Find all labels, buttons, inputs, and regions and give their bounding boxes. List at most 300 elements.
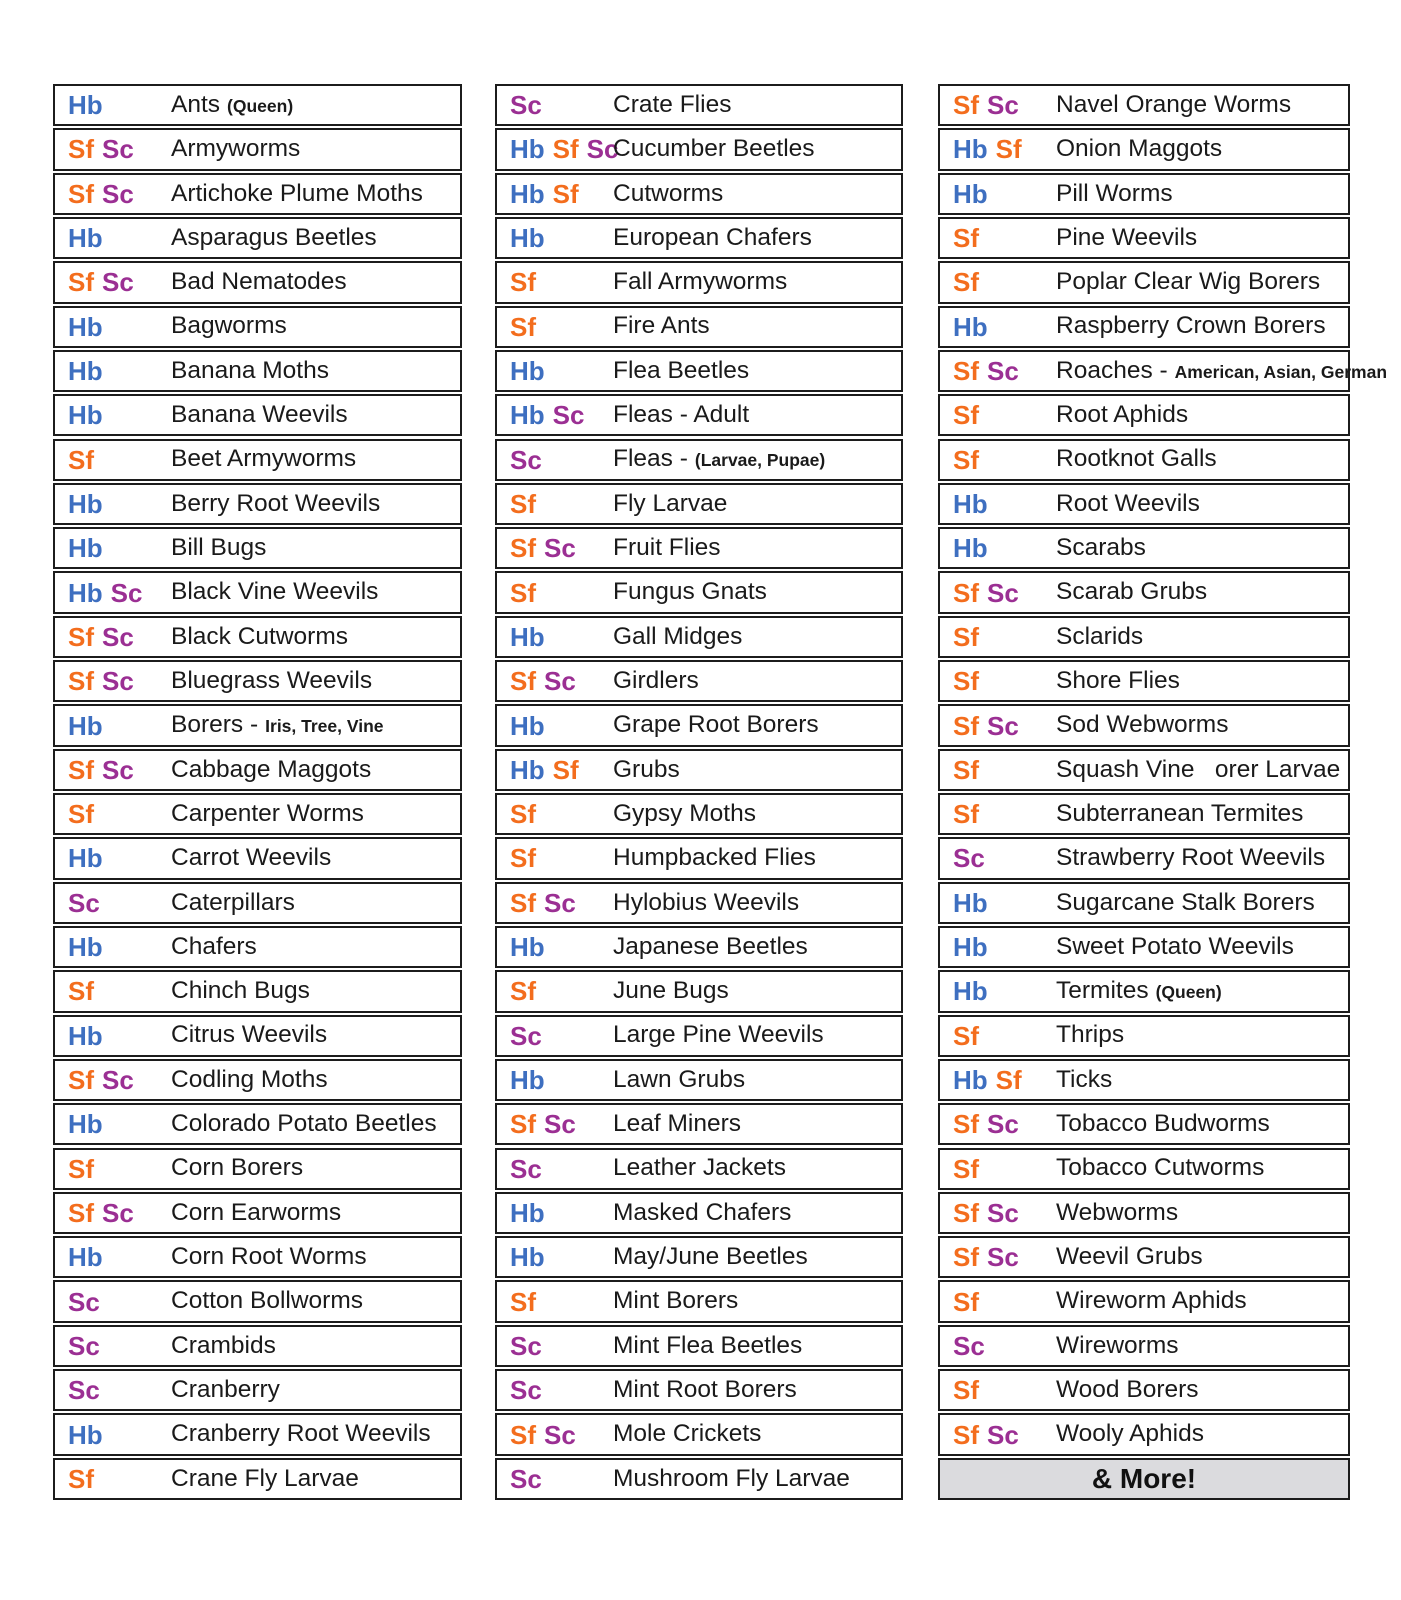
pest-name-text: Codling Moths	[171, 1065, 328, 1093]
more-row	[938, 1458, 1350, 1500]
pest-name-text: Strawberry Root Weevils	[1056, 844, 1326, 872]
pest-name-text: Caterpillars	[171, 888, 295, 916]
pest-row	[938, 1059, 1350, 1101]
pest-name	[171, 755, 372, 783]
pest-row	[495, 261, 903, 303]
pest-name	[613, 447, 825, 472]
pest-name	[613, 1112, 741, 1137]
pest-name	[1056, 846, 1325, 871]
pest-codes	[55, 90, 171, 121]
code-badge-sc: Sc	[987, 1242, 1019, 1273]
pest-name	[613, 314, 710, 339]
pest-name-text: Bad Nematodes	[171, 268, 347, 296]
pest-row	[938, 1148, 1350, 1190]
pest-row	[938, 704, 1350, 746]
pest-row	[53, 483, 462, 525]
code-badge-hb: Hb	[68, 1020, 103, 1051]
pest-codes	[497, 710, 613, 741]
pest-name	[171, 713, 384, 738]
pest-name-text: Fall Armyworms	[613, 268, 788, 296]
pest-row	[53, 261, 462, 303]
pest-name	[613, 1375, 797, 1403]
code-badge-sf: Sf	[68, 666, 94, 697]
pest-codes	[497, 488, 613, 519]
code-badge-sc: Sc	[544, 887, 576, 918]
pest-name-text: Grubs	[613, 755, 680, 783]
pest-row	[53, 793, 462, 835]
code-badge-hb: Hb	[68, 1419, 103, 1450]
pest-row	[495, 616, 903, 658]
code-badge-sc: Sc	[102, 178, 134, 209]
code-badge-sf: Sf	[953, 400, 979, 431]
pest-codes	[940, 666, 1056, 697]
pest-name-text: Citrus Weevils	[171, 1021, 328, 1049]
code-badge-sf: Sf	[953, 1242, 979, 1273]
pest-codes	[55, 1020, 171, 1051]
pest-name	[1056, 580, 1207, 605]
pest-name-text: Rootknot Galls	[1056, 445, 1217, 473]
pest-name-text: Chinch Bugs	[171, 977, 310, 1005]
pest-codes	[497, 178, 613, 209]
pest-codes	[55, 621, 171, 652]
pest-name	[1056, 755, 1341, 783]
pest-row	[938, 1369, 1350, 1411]
pest-name-text: Banana Moths	[171, 356, 329, 384]
pest-name	[171, 1245, 367, 1270]
pest-row	[495, 1236, 903, 1278]
pest-row	[53, 128, 462, 170]
code-badge-hb: Hb	[953, 932, 988, 963]
pest-name	[613, 223, 812, 251]
pest-name-text: Bluegrass Weevils	[171, 666, 373, 694]
code-badge-hb: Hb	[68, 932, 103, 963]
code-badge-sc: Sc	[102, 754, 134, 785]
code-badge-sf: Sf	[953, 754, 979, 785]
pest-name-text: Cutworms	[613, 179, 724, 207]
code-badge-sf: Sf	[510, 577, 536, 608]
pest-name-text: Fire Ants	[613, 312, 710, 340]
pest-name	[613, 90, 732, 118]
code-badge-sf: Sf	[552, 754, 579, 785]
pest-name-text: Black Vine Weevils	[171, 578, 379, 606]
code-badge-sf: Sf	[68, 444, 94, 475]
pest-codes	[497, 1153, 613, 1184]
pest-row	[53, 173, 462, 215]
pest-codes	[940, 1419, 1056, 1450]
code-badge-hb: Hb	[510, 400, 545, 431]
code-badge-sc: Sc	[68, 1286, 100, 1317]
pest-codes	[497, 533, 613, 564]
pest-name-text: Root Aphids	[1056, 401, 1189, 429]
pest-row	[938, 350, 1388, 392]
code-badge-sc: Sc	[987, 356, 1019, 387]
pest-codes	[940, 311, 1056, 342]
pest-row	[53, 1413, 462, 1455]
pest-row	[938, 970, 1350, 1012]
code-badge-sc: Sc	[953, 843, 985, 874]
pest-name	[171, 179, 423, 207]
pest-name-text: Wood Borers	[1056, 1375, 1199, 1403]
pest-name	[1056, 1023, 1124, 1048]
code-badge-sf: Sf	[953, 621, 979, 652]
code-badge-sf: Sf	[68, 1197, 94, 1228]
pest-name	[171, 1112, 437, 1137]
pest-codes	[55, 311, 171, 342]
pest-codes	[55, 843, 171, 874]
pest-name	[171, 979, 310, 1004]
code-badge-hb: Hb	[510, 932, 545, 963]
pest-name-text: Artichoke Plume Moths	[171, 179, 423, 207]
pest-row	[938, 439, 1350, 481]
pest-name	[613, 1289, 738, 1314]
pest-name	[171, 270, 347, 295]
code-badge-sf: Sf	[953, 444, 979, 475]
pest-name-text: Sod Webworms	[1056, 711, 1229, 739]
pest-codes	[55, 710, 171, 741]
pest-name-text: Corn Earworms	[171, 1198, 342, 1226]
pest-name	[171, 403, 348, 428]
pest-column	[53, 84, 462, 1500]
pest-row	[53, 527, 462, 569]
pest-name	[171, 1023, 327, 1048]
pest-row	[938, 616, 1350, 658]
pest-name-text: Squash Vine orer Larvae	[1056, 755, 1341, 783]
pest-name-text: Subterranean Termites	[1056, 799, 1304, 827]
pest-codes	[55, 267, 171, 298]
pest-row	[938, 483, 1350, 525]
pest-row	[938, 793, 1350, 835]
pest-name-text: Corn Borers	[171, 1154, 304, 1182]
code-badge-sf: Sf	[510, 1109, 536, 1140]
pest-row	[938, 749, 1350, 791]
pest-name	[1056, 622, 1144, 650]
pest-name-text: Wireworm Aphids	[1056, 1287, 1247, 1315]
pest-row	[938, 217, 1350, 259]
pest-name-text: Root Weevils	[1056, 489, 1200, 517]
pest-name	[613, 1245, 808, 1270]
pest-name-text: Onion Maggots	[1056, 135, 1223, 163]
pest-name	[1056, 1331, 1179, 1359]
pest-name-text: Cucumber Beetles	[613, 135, 815, 163]
pest-name	[1056, 888, 1315, 916]
pest-name-text: Humpbacked Flies	[613, 844, 816, 872]
pest-codes	[497, 267, 613, 298]
pest-codes	[55, 134, 171, 165]
code-badge-sf: Sf	[510, 488, 536, 519]
pest-codes	[497, 1375, 613, 1406]
code-badge-hb: Hb	[510, 223, 545, 254]
pest-codes	[497, 356, 613, 387]
pest-name	[1056, 1198, 1179, 1226]
pest-codes	[940, 134, 1056, 165]
pest-name	[1056, 356, 1388, 384]
pest-codes	[940, 267, 1056, 298]
code-badge-sf: Sf	[953, 666, 979, 697]
pest-row	[495, 84, 903, 126]
pest-name-text: Beet Armyworms	[171, 445, 357, 473]
pest-row	[495, 306, 903, 348]
code-badge-sc: Sc	[586, 134, 619, 165]
pest-name	[1056, 314, 1326, 339]
code-badge-sf: Sf	[953, 710, 979, 741]
pest-name-text: Cabbage Maggots	[171, 755, 372, 783]
pest-codes	[497, 621, 613, 652]
pest-codes	[55, 533, 171, 564]
pest-name-text: Lawn Grubs	[613, 1065, 746, 1093]
pest-row	[938, 1413, 1350, 1455]
code-badge-sf: Sf	[953, 1109, 979, 1140]
pest-name	[1056, 799, 1304, 827]
pest-codes	[497, 1419, 613, 1450]
pest-row	[53, 571, 462, 613]
pest-row	[938, 571, 1350, 613]
pest-row	[495, 350, 903, 392]
pest-row	[53, 616, 462, 658]
code-badge-sf: Sf	[953, 1286, 979, 1317]
code-badge-sf: Sf	[510, 533, 536, 564]
pest-codes	[55, 223, 171, 254]
pest-codes	[497, 1109, 613, 1140]
pest-row	[495, 128, 903, 170]
code-badge-sf: Sf	[510, 666, 536, 697]
pest-name	[613, 666, 699, 694]
pest-row	[53, 306, 462, 348]
pest-codes	[55, 932, 171, 963]
pest-codes	[940, 1020, 1056, 1051]
pest-codes	[497, 799, 613, 830]
code-badge-hb: Hb	[68, 1242, 103, 1273]
pest-name	[171, 447, 356, 472]
pest-name-text: Crate Flies	[613, 90, 732, 118]
pest-name	[613, 1023, 824, 1048]
pest-name-suffix: (Larvae, Pupae)	[694, 450, 826, 471]
pest-name	[613, 932, 808, 960]
pest-row	[495, 837, 903, 879]
pest-codes	[497, 577, 613, 608]
code-badge-sf: Sf	[510, 976, 536, 1007]
pest-codes	[497, 311, 613, 342]
pest-row	[53, 926, 462, 968]
pest-row	[53, 660, 462, 702]
pest-name	[171, 1464, 359, 1492]
pest-name	[613, 536, 721, 561]
code-badge-sf: Sf	[953, 799, 979, 830]
pest-name-text: Bagworms	[171, 312, 287, 340]
pest-row	[938, 882, 1350, 924]
pest-name-text: Mushroom Fly Larvae	[613, 1464, 850, 1492]
pest-name	[613, 1156, 786, 1181]
pest-name	[613, 403, 749, 428]
pest-name	[613, 888, 800, 916]
code-badge-sf: Sf	[953, 577, 979, 608]
pest-codes	[940, 178, 1056, 209]
code-badge-sf: Sf	[995, 1065, 1022, 1096]
pest-codes	[497, 444, 613, 475]
pest-name-text: Chafers	[171, 932, 257, 960]
pest-name	[171, 622, 348, 650]
code-badge-sf: Sf	[953, 90, 979, 121]
pest-name-text: Berry Root Weevils	[171, 489, 381, 517]
pest-name-text: Cranberry	[171, 1375, 280, 1403]
pest-name-text: Crane Fly Larvae	[171, 1464, 359, 1492]
pest-name	[1056, 137, 1222, 162]
more-label: & More!	[1091, 1462, 1197, 1494]
pest-name-text: Webworms	[1056, 1198, 1179, 1226]
pest-name-text: Asparagus Beetles	[171, 223, 377, 251]
pest-codes	[55, 799, 171, 830]
pest-codes	[55, 666, 171, 697]
pest-row	[53, 394, 462, 436]
pest-name-text: Grape Root Borers	[613, 711, 819, 739]
pest-codes	[55, 444, 171, 475]
code-badge-sf: Sf	[68, 754, 94, 785]
code-badge-sf: Sf	[510, 1286, 536, 1317]
pest-name-text: Colorado Potato Beetles	[171, 1110, 437, 1138]
pest-name	[613, 1464, 850, 1492]
pest-name-text: Leather Jackets	[613, 1154, 786, 1182]
pest-codes	[940, 976, 1056, 1007]
pest-codes	[497, 976, 613, 1007]
pest-row	[495, 394, 903, 436]
pest-name-text: Sweet Potato Weevils	[1056, 932, 1294, 960]
pest-row	[938, 394, 1350, 436]
pest-codes	[940, 356, 1056, 387]
pest-codes	[55, 488, 171, 519]
pest-codes	[940, 223, 1056, 254]
pest-name	[1056, 1375, 1199, 1403]
pest-name	[1056, 90, 1292, 118]
pest-name	[613, 846, 816, 871]
pest-row	[53, 1015, 462, 1057]
pest-codes	[940, 1197, 1056, 1228]
pest-codes	[940, 1286, 1056, 1317]
pest-codes	[55, 1286, 171, 1317]
code-badge-sc: Sc	[68, 1375, 100, 1406]
code-badge-sc: Sc	[987, 577, 1019, 608]
code-badge-sc: Sc	[987, 1419, 1019, 1450]
pest-codes	[940, 577, 1056, 608]
pest-name-text: Japanese Beetles	[613, 932, 808, 960]
code-badge-hb: Hb	[953, 1065, 988, 1096]
code-badge-sf: Sf	[552, 178, 579, 209]
pest-name-text: Scarabs	[1056, 534, 1146, 562]
pest-name	[171, 223, 377, 251]
pest-row	[53, 749, 462, 791]
code-badge-sf: Sf	[68, 178, 94, 209]
code-badge-sc: Sc	[102, 1197, 134, 1228]
code-badge-sc: Sc	[987, 1197, 1019, 1228]
pest-name-text: Mint Flea Beetles	[613, 1331, 803, 1359]
pest-row	[53, 970, 462, 1012]
pest-codes	[497, 223, 613, 254]
code-badge-hb: Hb	[953, 311, 988, 342]
code-badge-sf: Sf	[510, 267, 536, 298]
pest-row	[495, 173, 903, 215]
pest-name	[613, 622, 743, 650]
code-badge-sf: Sf	[68, 267, 94, 298]
pest-column	[938, 84, 1388, 1500]
pest-codes	[55, 1419, 171, 1450]
pest-row	[53, 84, 462, 126]
pest-codes	[497, 134, 619, 165]
pest-row	[495, 749, 903, 791]
pest-name-suffix: (Queen)	[227, 95, 294, 116]
code-badge-sc: Sc	[544, 1109, 576, 1140]
code-badge-hb: Hb	[510, 754, 545, 785]
pest-row	[938, 261, 1350, 303]
pest-name-text: Masked Chafers	[613, 1198, 792, 1226]
pest-name-text: Mole Crickets	[613, 1420, 762, 1448]
pest-codes	[940, 444, 1056, 475]
pest-name-suffix: (Queen)	[1155, 982, 1222, 1003]
pest-codes	[940, 400, 1056, 431]
pest-name	[1056, 713, 1228, 738]
pest-row	[938, 660, 1350, 702]
pest-row	[495, 1015, 903, 1057]
pest-codes	[940, 932, 1056, 963]
pest-row	[495, 571, 903, 613]
pest-codes	[497, 90, 613, 121]
pest-name-text: Cotton Bollworms	[171, 1287, 363, 1315]
code-badge-sf: Sf	[510, 887, 536, 918]
pest-row	[53, 1059, 462, 1101]
pest-codes	[55, 178, 171, 209]
code-badge-sf: Sf	[68, 134, 94, 165]
pest-name-text: European Chafers	[613, 223, 812, 251]
pest-name-text: Carrot Weevils	[171, 844, 332, 872]
pest-name	[1056, 1112, 1270, 1137]
pest-codes	[940, 1242, 1056, 1273]
pest-codes	[55, 976, 171, 1007]
code-badge-sc: Sc	[510, 1330, 542, 1361]
pest-name-text: June Bugs	[613, 977, 729, 1005]
pest-row	[495, 1148, 903, 1190]
code-badge-sf: Sf	[510, 799, 536, 830]
pest-row	[53, 217, 462, 259]
code-badge-sc: Sc	[953, 1330, 985, 1361]
code-badge-sf: Sf	[510, 843, 536, 874]
pest-row	[495, 439, 903, 481]
code-badge-hb: Hb	[953, 178, 988, 209]
code-badge-sc: Sc	[110, 577, 143, 608]
pest-name-text: Fungus Gnats	[613, 578, 767, 606]
pest-row	[495, 1192, 903, 1234]
pest-row	[495, 926, 903, 968]
pest-name	[613, 713, 819, 738]
code-badge-hb: Hb	[68, 488, 103, 519]
code-badge-hb: Hb	[953, 533, 988, 564]
pest-row	[938, 926, 1350, 968]
pest-codes	[497, 1242, 613, 1273]
pest-name	[1056, 223, 1198, 251]
pest-row	[938, 527, 1350, 569]
pest-codes	[55, 1197, 171, 1228]
pest-name-text: Hylobius Weevils	[613, 888, 800, 916]
pest-codes	[940, 488, 1056, 519]
pest-codes	[55, 754, 171, 785]
code-badge-sf: Sf	[510, 311, 536, 342]
pest-row	[495, 1059, 903, 1101]
pest-name-text: Pill Worms	[1056, 179, 1173, 207]
code-badge-sf: Sf	[953, 356, 979, 387]
code-badge-hb: Hb	[68, 1109, 103, 1140]
code-badge-sc: Sc	[102, 1065, 134, 1096]
code-badge-sc: Sc	[510, 90, 542, 121]
pest-row	[53, 1192, 462, 1234]
pest-row	[495, 483, 903, 525]
pest-row	[938, 1325, 1350, 1367]
pest-name	[613, 179, 724, 207]
